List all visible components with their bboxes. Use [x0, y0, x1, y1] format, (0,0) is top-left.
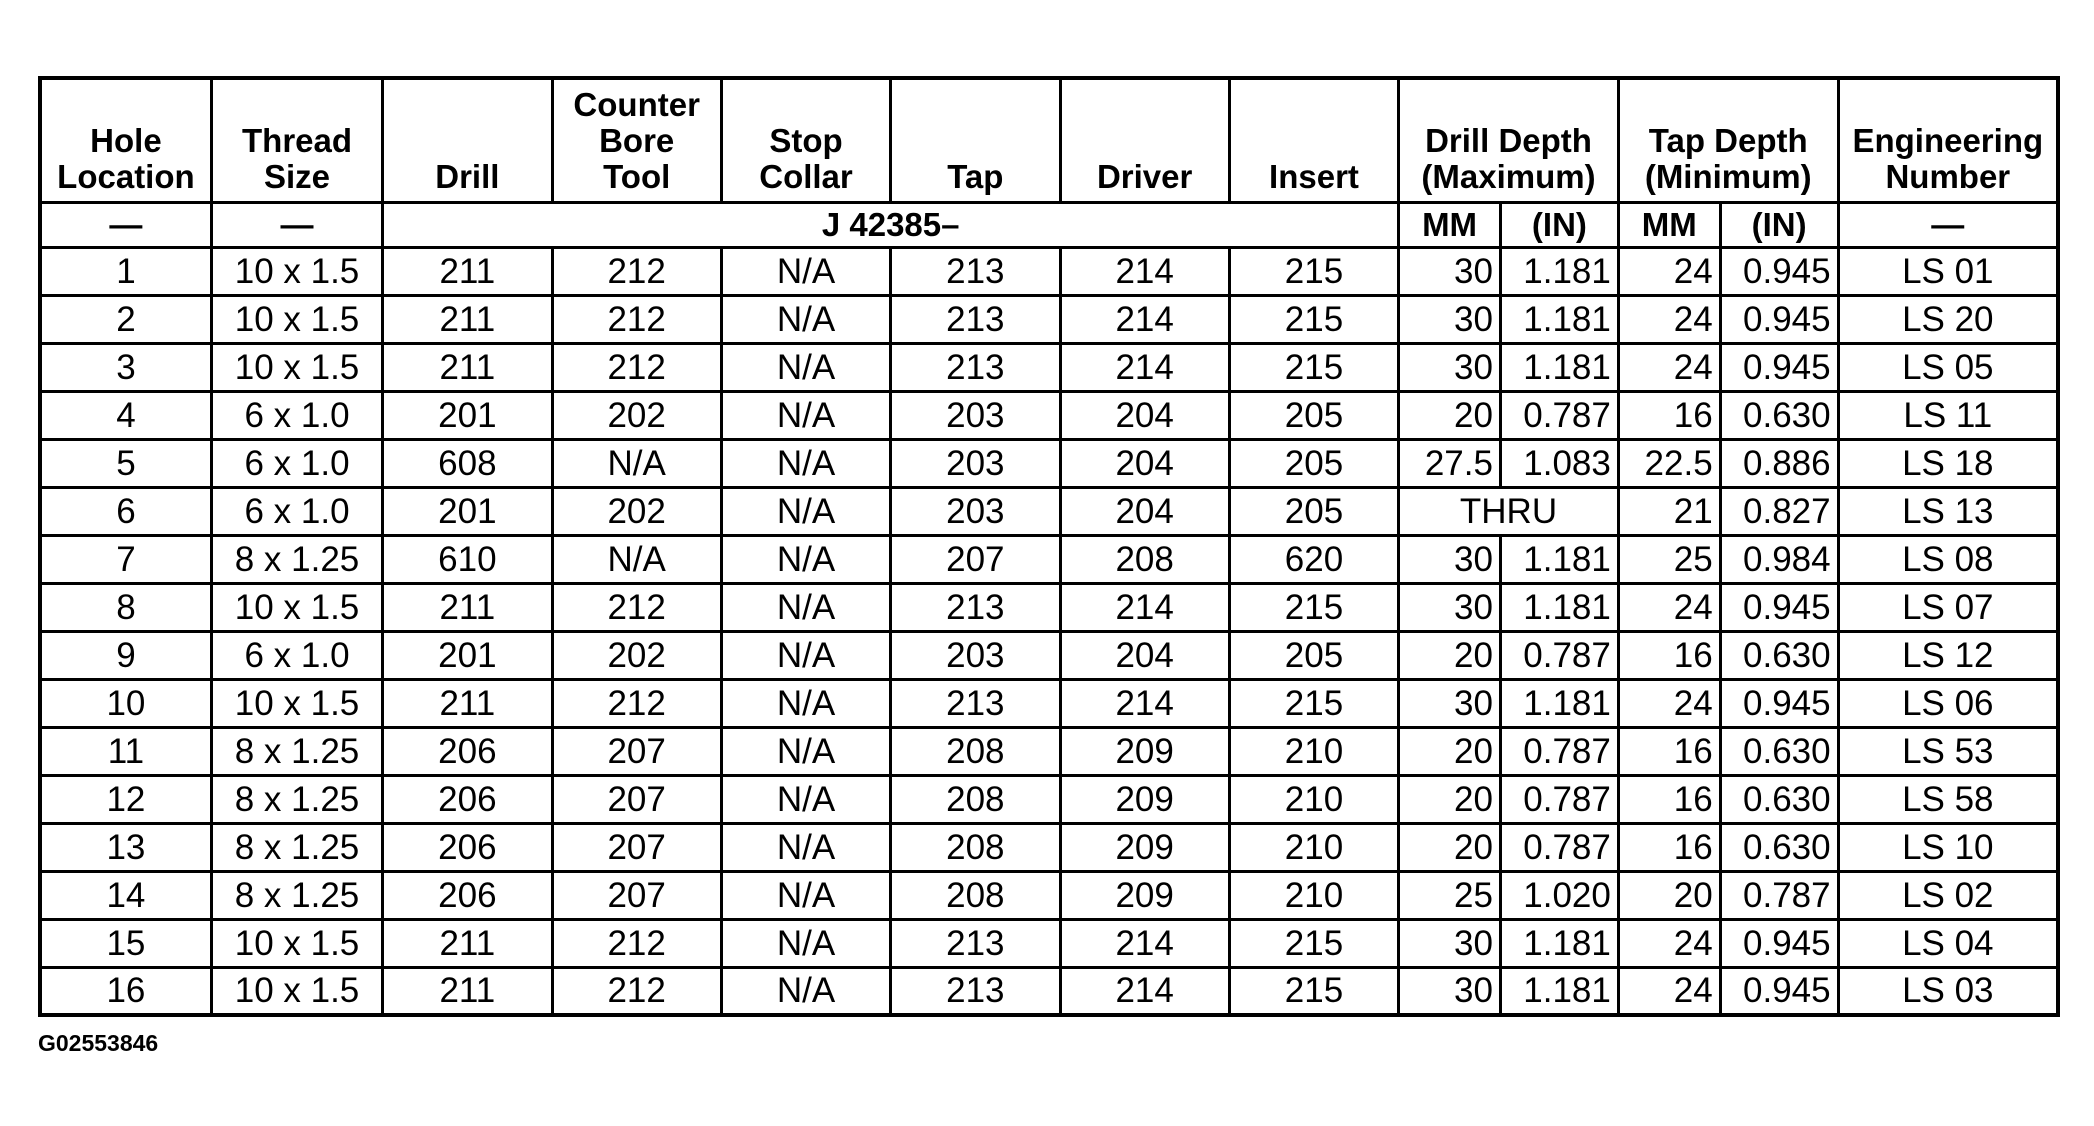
cell-tap-depth-mm: 24 [1618, 919, 1720, 967]
cell-drill-depth-in: 0.787 [1500, 775, 1618, 823]
subheader-tool-prefix: J 42385– [383, 202, 1399, 247]
cell-counter-bore-tool: 202 [552, 631, 721, 679]
cell-drill: 201 [383, 391, 552, 439]
cell-stop-collar: N/A [721, 631, 890, 679]
cell-thread-size: 10 x 1.5 [211, 679, 382, 727]
cell-engineering-number: LS 05 [1838, 343, 2058, 391]
cell-engineering-number: LS 04 [1838, 919, 2058, 967]
header-counter-bore-tool: Counter Bore Tool [552, 78, 721, 202]
cell-drill: 201 [383, 487, 552, 535]
cell-insert: 210 [1229, 775, 1398, 823]
subheader-thread-size: — [211, 202, 382, 247]
cell-tap-depth-in: 0.630 [1720, 727, 1838, 775]
cell-thread-size: 10 x 1.5 [211, 919, 382, 967]
cell-counter-bore-tool: 202 [552, 487, 721, 535]
cell-drill: 211 [383, 247, 552, 295]
cell-tap-depth-mm: 24 [1618, 679, 1720, 727]
cell-engineering-number: LS 10 [1838, 823, 2058, 871]
cell-tap-depth-mm: 24 [1618, 967, 1720, 1015]
cell-hole-location: 6 [40, 487, 211, 535]
cell-counter-bore-tool: 212 [552, 679, 721, 727]
cell-thread-size: 10 x 1.5 [211, 295, 382, 343]
cell-counter-bore-tool: 212 [552, 583, 721, 631]
cell-drill: 206 [383, 727, 552, 775]
cell-counter-bore-tool: 212 [552, 295, 721, 343]
subheader-drill-depth-mm: MM [1399, 202, 1501, 247]
header-drill-depth: Drill Depth (Maximum) [1399, 78, 1619, 202]
cell-drill-depth-mm: 30 [1399, 247, 1501, 295]
cell-thread-size: 8 x 1.25 [211, 871, 382, 919]
cell-hole-location: 2 [40, 295, 211, 343]
cell-tap: 203 [891, 631, 1060, 679]
cell-stop-collar: N/A [721, 727, 890, 775]
cell-tap-depth-in: 0.945 [1720, 679, 1838, 727]
cell-drill: 211 [383, 583, 552, 631]
cell-hole-location: 9 [40, 631, 211, 679]
cell-engineering-number: LS 03 [1838, 967, 2058, 1015]
cell-drill-depth-in: 1.181 [1500, 583, 1618, 631]
cell-driver: 214 [1060, 343, 1229, 391]
cell-tap: 208 [891, 823, 1060, 871]
header-stop-collar: Stop Collar [721, 78, 890, 202]
cell-tap: 203 [891, 487, 1060, 535]
cell-engineering-number: LS 11 [1838, 391, 2058, 439]
cell-drill-depth-mm: 30 [1399, 919, 1501, 967]
cell-insert: 620 [1229, 535, 1398, 583]
cell-drill-depth-mm: 20 [1399, 727, 1501, 775]
cell-driver: 204 [1060, 631, 1229, 679]
cell-hole-location: 13 [40, 823, 211, 871]
cell-hole-location: 15 [40, 919, 211, 967]
cell-drill-depth-in: 1.181 [1500, 295, 1618, 343]
cell-engineering-number: LS 08 [1838, 535, 2058, 583]
cell-insert: 215 [1229, 247, 1398, 295]
cell-tap-depth-mm: 24 [1618, 247, 1720, 295]
cell-thread-size: 6 x 1.0 [211, 487, 382, 535]
cell-stop-collar: N/A [721, 967, 890, 1015]
subheader-drill-depth-in: (IN) [1500, 202, 1618, 247]
cell-driver: 214 [1060, 247, 1229, 295]
cell-thread-size: 10 x 1.5 [211, 967, 382, 1015]
cell-tap-depth-in: 0.945 [1720, 967, 1838, 1015]
cell-stop-collar: N/A [721, 247, 890, 295]
cell-hole-location: 11 [40, 727, 211, 775]
cell-tap-depth-in: 0.945 [1720, 583, 1838, 631]
cell-drill-depth-thru: THRU [1399, 487, 1619, 535]
cell-hole-location: 10 [40, 679, 211, 727]
cell-driver: 209 [1060, 727, 1229, 775]
cell-drill-depth-in: 1.083 [1500, 439, 1618, 487]
table-row [40, 967, 2058, 1015]
cell-thread-size: 6 x 1.0 [211, 439, 382, 487]
cell-drill: 206 [383, 871, 552, 919]
cell-drill-depth-mm: 30 [1399, 583, 1501, 631]
cell-engineering-number: LS 13 [1838, 487, 2058, 535]
cell-drill-depth-mm: 20 [1399, 631, 1501, 679]
cell-drill-depth-mm: 30 [1399, 535, 1501, 583]
cell-tap-depth-mm: 16 [1618, 631, 1720, 679]
cell-tap-depth-in: 0.945 [1720, 295, 1838, 343]
cell-driver: 208 [1060, 535, 1229, 583]
cell-counter-bore-tool: 207 [552, 727, 721, 775]
cell-tap-depth-in: 0.630 [1720, 631, 1838, 679]
cell-tap-depth-mm: 24 [1618, 583, 1720, 631]
cell-driver: 214 [1060, 679, 1229, 727]
cell-drill-depth-in: 1.181 [1500, 967, 1618, 1015]
cell-drill-depth-mm: 27.5 [1399, 439, 1501, 487]
cell-drill: 201 [383, 631, 552, 679]
header-insert: Insert [1229, 78, 1398, 202]
cell-driver: 209 [1060, 823, 1229, 871]
cell-counter-bore-tool: N/A [552, 439, 721, 487]
header-engineering-number: Engineering Number [1838, 78, 2058, 202]
cell-engineering-number: LS 53 [1838, 727, 2058, 775]
cell-insert: 205 [1229, 391, 1398, 439]
cell-hole-location: 3 [40, 343, 211, 391]
cell-insert: 215 [1229, 919, 1398, 967]
cell-tap-depth-in: 0.787 [1720, 871, 1838, 919]
cell-tap-depth-in: 0.945 [1720, 343, 1838, 391]
cell-counter-bore-tool: 207 [552, 871, 721, 919]
cell-tap-depth-in: 0.945 [1720, 247, 1838, 295]
cell-counter-bore-tool: 212 [552, 967, 721, 1015]
cell-counter-bore-tool: 207 [552, 823, 721, 871]
cell-thread-size: 6 x 1.0 [211, 391, 382, 439]
cell-driver: 214 [1060, 583, 1229, 631]
cell-driver: 204 [1060, 439, 1229, 487]
cell-stop-collar: N/A [721, 535, 890, 583]
cell-drill-depth-mm: 30 [1399, 679, 1501, 727]
cell-driver: 204 [1060, 487, 1229, 535]
cell-drill-depth-in: 1.181 [1500, 343, 1618, 391]
cell-stop-collar: N/A [721, 487, 890, 535]
cell-drill-depth-in: 1.181 [1500, 535, 1618, 583]
cell-tap-depth-mm: 25 [1618, 535, 1720, 583]
cell-hole-location: 4 [40, 391, 211, 439]
cell-drill: 211 [383, 295, 552, 343]
cell-insert: 205 [1229, 487, 1398, 535]
cell-drill-depth-mm: 20 [1399, 823, 1501, 871]
cell-drill: 211 [383, 919, 552, 967]
cell-drill: 206 [383, 775, 552, 823]
cell-counter-bore-tool: 212 [552, 247, 721, 295]
cell-counter-bore-tool: 202 [552, 391, 721, 439]
cell-insert: 210 [1229, 871, 1398, 919]
header-tap: Tap [891, 78, 1060, 202]
cell-thread-size: 10 x 1.5 [211, 343, 382, 391]
table-row [40, 871, 2058, 919]
cell-insert: 215 [1229, 583, 1398, 631]
table-row [40, 679, 2058, 727]
cell-tap-depth-mm: 16 [1618, 391, 1720, 439]
cell-insert: 215 [1229, 295, 1398, 343]
cell-hole-location: 5 [40, 439, 211, 487]
header-tap-depth: Tap Depth (Minimum) [1618, 78, 1838, 202]
cell-drill: 608 [383, 439, 552, 487]
table-row [40, 583, 2058, 631]
cell-tap: 213 [891, 343, 1060, 391]
cell-drill-depth-mm: 20 [1399, 391, 1501, 439]
cell-thread-size: 8 x 1.25 [211, 535, 382, 583]
table-row [40, 919, 2058, 967]
table-row [40, 487, 2058, 535]
tool-specification-table [38, 76, 2060, 1017]
cell-engineering-number: LS 07 [1838, 583, 2058, 631]
cell-tap-depth-in: 0.984 [1720, 535, 1838, 583]
cell-hole-location: 14 [40, 871, 211, 919]
cell-tap-depth-in: 0.630 [1720, 391, 1838, 439]
cell-thread-size: 8 x 1.25 [211, 775, 382, 823]
cell-hole-location: 7 [40, 535, 211, 583]
cell-drill-depth-in: 0.787 [1500, 391, 1618, 439]
cell-thread-size: 8 x 1.25 [211, 727, 382, 775]
cell-tap: 203 [891, 391, 1060, 439]
cell-drill: 206 [383, 823, 552, 871]
figure-id: G02553846 [38, 1030, 159, 1056]
cell-drill: 211 [383, 967, 552, 1015]
header-thread-size: Thread Size [211, 78, 382, 202]
cell-tap-depth-in: 0.630 [1720, 823, 1838, 871]
cell-stop-collar: N/A [721, 295, 890, 343]
subheader-hole-location: — [40, 202, 211, 247]
cell-tap-depth-mm: 24 [1618, 343, 1720, 391]
cell-tap-depth-in: 0.886 [1720, 439, 1838, 487]
cell-stop-collar: N/A [721, 583, 890, 631]
subheader-row [40, 202, 2058, 247]
cell-stop-collar: N/A [721, 343, 890, 391]
cell-engineering-number: LS 18 [1838, 439, 2058, 487]
table-row [40, 343, 2058, 391]
cell-stop-collar: N/A [721, 823, 890, 871]
cell-counter-bore-tool: N/A [552, 535, 721, 583]
cell-drill-depth-mm: 30 [1399, 343, 1501, 391]
cell-thread-size: 10 x 1.5 [211, 247, 382, 295]
cell-hole-location: 8 [40, 583, 211, 631]
cell-drill-depth-mm: 20 [1399, 775, 1501, 823]
cell-insert: 205 [1229, 439, 1398, 487]
header-hole-location: Hole Location [40, 78, 211, 202]
cell-hole-location: 12 [40, 775, 211, 823]
cell-tap-depth-mm: 16 [1618, 775, 1720, 823]
cell-counter-bore-tool: 207 [552, 775, 721, 823]
cell-driver: 214 [1060, 967, 1229, 1015]
cell-tap: 213 [891, 967, 1060, 1015]
cell-hole-location: 1 [40, 247, 211, 295]
table-row [40, 823, 2058, 871]
cell-tap-depth-in: 0.945 [1720, 919, 1838, 967]
cell-drill-depth-in: 0.787 [1500, 823, 1618, 871]
table-body [40, 247, 2058, 1015]
cell-tap-depth-mm: 24 [1618, 295, 1720, 343]
cell-drill: 610 [383, 535, 552, 583]
cell-drill-depth-in: 1.181 [1500, 247, 1618, 295]
cell-tap: 208 [891, 727, 1060, 775]
cell-drill: 211 [383, 679, 552, 727]
cell-driver: 209 [1060, 871, 1229, 919]
cell-driver: 204 [1060, 391, 1229, 439]
cell-driver: 214 [1060, 919, 1229, 967]
cell-tap: 213 [891, 583, 1060, 631]
table-row [40, 727, 2058, 775]
cell-driver: 214 [1060, 295, 1229, 343]
cell-drill-depth-in: 1.020 [1500, 871, 1618, 919]
cell-drill-depth-mm: 30 [1399, 295, 1501, 343]
cell-tap-depth-mm: 20 [1618, 871, 1720, 919]
cell-tap-depth-mm: 21 [1618, 487, 1720, 535]
cell-engineering-number: LS 02 [1838, 871, 2058, 919]
cell-tap: 203 [891, 439, 1060, 487]
table-row [40, 439, 2058, 487]
subheader-tap-depth-in: (IN) [1720, 202, 1838, 247]
cell-tap: 213 [891, 295, 1060, 343]
cell-drill-depth-in: 0.787 [1500, 631, 1618, 679]
cell-stop-collar: N/A [721, 391, 890, 439]
cell-drill-depth-in: 0.787 [1500, 727, 1618, 775]
cell-stop-collar: N/A [721, 919, 890, 967]
header-driver: Driver [1060, 78, 1229, 202]
cell-engineering-number: LS 01 [1838, 247, 2058, 295]
cell-drill-depth-mm: 25 [1399, 871, 1501, 919]
header-drill: Drill [383, 78, 552, 202]
cell-engineering-number: LS 06 [1838, 679, 2058, 727]
subheader-engineering-number: — [1838, 202, 2058, 247]
table-row [40, 775, 2058, 823]
cell-tap-depth-mm: 22.5 [1618, 439, 1720, 487]
table-row [40, 391, 2058, 439]
cell-counter-bore-tool: 212 [552, 919, 721, 967]
cell-tap: 208 [891, 775, 1060, 823]
cell-insert: 205 [1229, 631, 1398, 679]
cell-stop-collar: N/A [721, 439, 890, 487]
cell-stop-collar: N/A [721, 775, 890, 823]
table-row [40, 535, 2058, 583]
table-row [40, 631, 2058, 679]
cell-tap-depth-mm: 16 [1618, 823, 1720, 871]
cell-drill-depth-mm: 30 [1399, 967, 1501, 1015]
cell-tap: 207 [891, 535, 1060, 583]
cell-drill: 211 [383, 343, 552, 391]
cell-hole-location: 16 [40, 967, 211, 1015]
cell-engineering-number: LS 58 [1838, 775, 2058, 823]
cell-tap-depth-in: 0.630 [1720, 775, 1838, 823]
cell-driver: 209 [1060, 775, 1229, 823]
cell-tap: 208 [891, 871, 1060, 919]
cell-insert: 210 [1229, 727, 1398, 775]
table-row [40, 247, 2058, 295]
cell-tap: 213 [891, 247, 1060, 295]
subheader-tap-depth-mm: MM [1618, 202, 1720, 247]
cell-drill-depth-in: 1.181 [1500, 679, 1618, 727]
cell-tap: 213 [891, 679, 1060, 727]
cell-tap-depth-mm: 16 [1618, 727, 1720, 775]
cell-engineering-number: LS 12 [1838, 631, 2058, 679]
cell-counter-bore-tool: 212 [552, 343, 721, 391]
table-row [40, 295, 2058, 343]
cell-tap-depth-in: 0.827 [1720, 487, 1838, 535]
header-row [40, 78, 2058, 202]
cell-insert: 215 [1229, 967, 1398, 1015]
cell-drill-depth-in: 1.181 [1500, 919, 1618, 967]
cell-stop-collar: N/A [721, 871, 890, 919]
cell-tap: 213 [891, 919, 1060, 967]
cell-insert: 215 [1229, 679, 1398, 727]
cell-insert: 210 [1229, 823, 1398, 871]
cell-engineering-number: LS 20 [1838, 295, 2058, 343]
cell-thread-size: 6 x 1.0 [211, 631, 382, 679]
cell-thread-size: 8 x 1.25 [211, 823, 382, 871]
cell-insert: 215 [1229, 343, 1398, 391]
cell-thread-size: 10 x 1.5 [211, 583, 382, 631]
cell-stop-collar: N/A [721, 679, 890, 727]
